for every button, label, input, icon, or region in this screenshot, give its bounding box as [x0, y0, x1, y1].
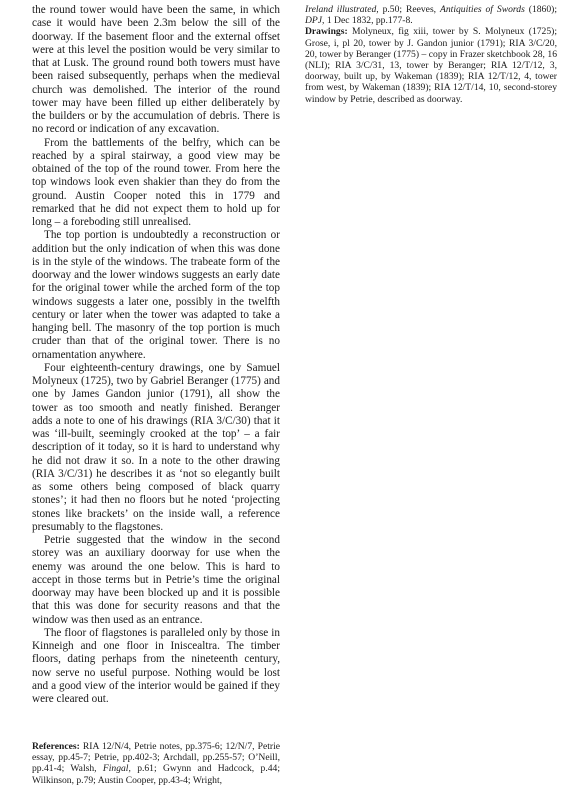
continuation-title-2: Antiquities of Swords — [440, 4, 525, 15]
right-column — [305, 4, 557, 105]
continuation-text-3: 1 Dec 1832, pp.177-8. — [326, 15, 413, 27]
left-column — [32, 4, 280, 706]
body-paragraph-6: The floor of flagstones is paralleled only by those in Kinneigh and one floor in Iniscealtra. The timber floors, dating perhaps from the nineteenth century, now serve no useful purpose. Nothing would be lost and a good view of the interior would be gained if they were cleared out. — [32, 626, 280, 705]
references-text: RIA 12/N/4, Petrie notes, pp.375-6; 12/N/7, Petrie essay, pp.45-7; Petrie, pp.402-3; Archdall, pp.255-57; O’Neill, pp.41-4; Walsh, — [32, 741, 280, 775]
references-label: References: — [32, 741, 80, 752]
references-continuation — [305, 4, 557, 26]
continuation-title-3: DPJ, — [305, 15, 325, 27]
references-text-continued: p.61; Gwynn and Hadcock, p.44; Wilkinson, p.79; Austin Cooper, pp.43-4; Wright, — [32, 763, 280, 786]
references-fingal-title: Fingal, — [102, 763, 131, 775]
drawings-text: Molyneux, fig xiii, tower by S. Molyneux (1725); Grose, i, pl 20, tower by J. Gandon junior (1791); RIA 3/C/20, 20, tower by Beranger (1775) – copy in Frazer sketchbook 28, 16 (NLI); RIA 3/C/31, 13, tower by Beranger; RIA 12/T/12, 3, doorway, built up, by Wakeman (1839); RIA 12/T/12, 4, tower from west, by Wakeman (1839); RIA 12/T/14, 10, second-storey window by Petrie, described as doorway. — [305, 26, 557, 105]
continuation-text: p.50; Reeves, — [382, 4, 437, 15]
drawings-label: Drawings: — [305, 26, 348, 38]
references-block — [32, 741, 280, 786]
body-paragraph-1: the round tower would have been the same, in which case it would have been 2.3m below the sill of the doorway. If the basement floor and the external offset were at this level the position would be very similar to that at Lusk. The ground round both towers must have been raised subsequently, perhaps when the medieval church was demolished. The interior of the round tower may have been filled up either deliberately by the builders or by the accumulation of debris. There is no record or indication of any excavation. — [32, 4, 280, 136]
body-paragraph-3: The top portion is undoubtedly a reconstruction or addition but the only indication of when this was done is in the style of the windows. The trabeate form of the doorway and the lower windows suggests an early date for the original tower while the arched form of the top windows suggests a later one, possibly in the twelfth century or later when the tower was adapted to take a hanging bell. The masonry of the top portion is much cruder than that of the original tower. There is no ornamentation anywhere. — [32, 229, 280, 361]
continuation-text-2: (1860); — [528, 4, 557, 15]
body-paragraph-5: Petrie suggested that the window in the second storey was an auxiliary doorway for use when the enemy was around the one below. This is hard to accept in those terms but in Petrie’s time the original doorway may have been blocked up and it is possible that this was done for security reasons and that the window was then used as an entrance. — [32, 534, 280, 626]
continuation-title: Ireland illustrated, — [305, 4, 379, 15]
body-paragraph-4: Four eighteenth-century drawings, one by Samuel Molyneux (1725), two by Gabriel Beranger (1775) and one by James Gandon junior (1791), all show the tower as too smooth and neatly finished. Beranger adds a note to one of his drawings (RIA 3/C/30) that it was ‘ill-built, seemingly crooked at the top’ – a fair description of it today, so it is hard to understand why he did not draw it so. In a note to the other drawing (RIA 3/C/31) he describes it as ‘not so elegantly built as some others being composed of black quarry stones’; it had then no floors but he noted ‘projecting stones like brackets’ on the inside wall, a reference presumably to the flagstones. — [32, 361, 280, 533]
drawings-block — [305, 26, 557, 104]
body-paragraph-2: From the battlements of the belfry, which can be reached by a spiral stairway, a good view may be obtained of the top of the round tower. From here the top windows look even shakier than they do from the ground. Austin Cooper noted this in 1779 and remarked that he did not expect them to hold up for long – a foreboding still unrealised. — [32, 136, 280, 228]
